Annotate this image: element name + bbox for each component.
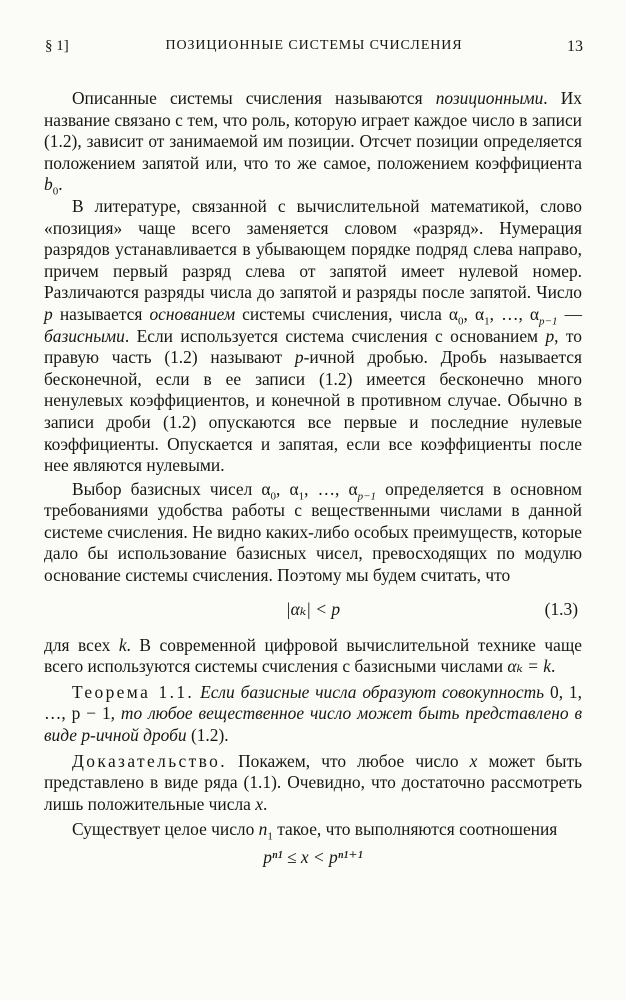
formula-expression: |αₖ| < p	[285, 598, 341, 619]
paragraph-positional: Описанные системы счисления называются позиционными. Их название связано с тем, что роль, которую играет каждое число в записи (1.2), зависит от занимаемой им позиции. Отсчет позиции определяется положением запятой или, что то же самое, положением коэффициента $b_0$.	[44, 88, 582, 198]
term-positional: позиционными	[435, 88, 544, 108]
proof-label: Доказательство.	[72, 750, 227, 771]
theorem-label: Теорема 1.1.	[72, 681, 195, 702]
proof: Доказательство. Покажем, что любое число x может быть представлено в виде ряда (1.1). Очевидно, что достаточно рассмотреть лишь положительные числа x.	[44, 750, 582, 814]
term-basis: базисными	[44, 325, 125, 346]
page-body	[44, 88, 582, 869]
theorem-1-1: Теорема 1.1. Если базисные числа образуют совокупность 0, 1, …, p − 1, то любое вещественное число может быть представлено в виде p-ичной дроби (1.2).	[44, 681, 582, 746]
paragraph-exists-n1: Существует целое число $n_1$ такое, что выполняются соотношения	[72, 819, 558, 843]
running-title: ПОЗИЦИОННЫЕ СИСТЕМЫ СЧИСЛЕНИЯ	[165, 38, 463, 53]
term-base: основанием	[149, 303, 236, 324]
running-header	[45, 38, 583, 60]
section-marker: § 1]	[45, 38, 69, 54]
paragraph-digit: В литературе, связанной с вычислительной математикой, слово «позиция» чаще всего заменяется словом «разряд». Нумерация разрядов устанавливается в убывающем порядке подряд слева направо, причем первый разряд слева от запятой имеет нулевой номер. Различаются разряды числа до запятой и разряды после запятой. Число p называется основанием системы счисления, числа $\alpha_0$, $\alpha_1$, …, $\alpha_{p-1}$ — базисными. Если используется система счисления с основанием p, то правую часть (1.2) называют p-ичной дробью. Дробь называется бесконечной, если в ее записи (1.2) имеется бесконечно много ненулевых коэффициентов, и конечной в противном случае. Обычно в записи дроби (1.2) опускаются все первые и последние нулевые коэффициенты. Опускается и запятая, если все коэффициенты после нее являются нулевыми.	[44, 195, 582, 476]
formula-1-3	[44, 591, 582, 633]
paragraph-basis-choice: Выбор базисных чисел $\alpha_0$, $\alpha_1$, …, $\alpha_{p-1}$ определяется в основном требованиями удобства работы с вещественными числами в данной системе счисления. Не видно каких-либо особых преимуществ, которые дало бы использование базисных чисел, превосходящих по модулю основание системы счисления. Поэтому мы будем считать, что	[44, 478, 583, 586]
formula-inequality: pⁿ¹ ≤ x < pⁿ¹⁺¹	[263, 847, 363, 867]
formula-number: (1.3)	[544, 598, 578, 619]
page-number: 13	[567, 38, 583, 55]
paragraph-for-all-k: для всех k. В современной цифровой вычислительной технике чаще всего используются системы счисления с базисными числами αₖ = k.	[44, 634, 582, 677]
